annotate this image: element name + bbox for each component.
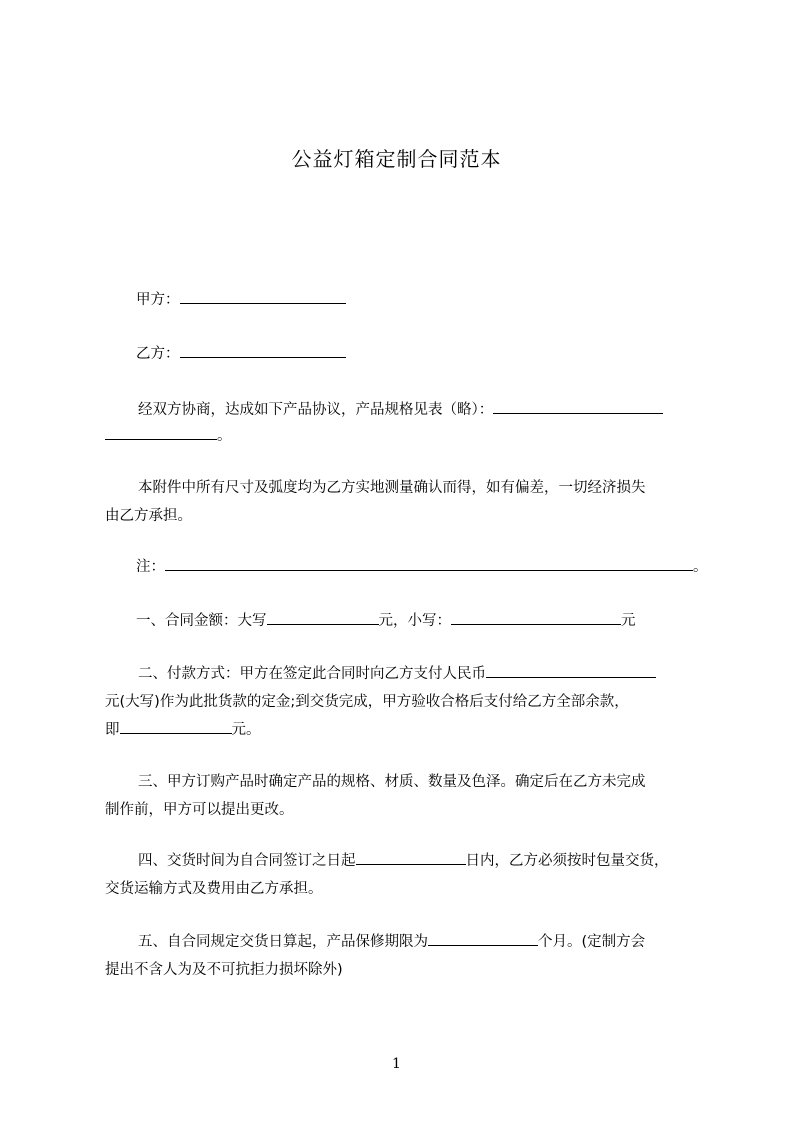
party-b-blank <box>180 342 346 358</box>
note-blank <box>165 555 693 571</box>
note-label: 注： <box>136 559 165 575</box>
clause-5-line-1a: 五、自合同规定交货日算起，产品保修期限为 <box>138 934 428 950</box>
note-end: 。 <box>693 559 708 575</box>
spec-blank-cont <box>105 424 217 440</box>
deposit-blank <box>486 662 656 678</box>
clause-2-line-3b: 元。 <box>231 722 261 738</box>
paragraph-2-line-1: 本附件中所有尺寸及弧度均为乙方实地测量确认而得，如有偏差，一切经济损失 <box>138 480 646 496</box>
note-line <box>136 553 734 581</box>
clause-3-line-1: 三、甲方订购产品时确定产品的规格、材质、数量及色泽。确定后在乙方未完成 <box>138 774 646 790</box>
clause-5-line-1 <box>138 928 736 956</box>
clause-1-text-2: 元，小写： <box>378 613 451 629</box>
party-a-line <box>136 286 734 314</box>
paragraph-1-end: 。 <box>217 428 232 444</box>
clause-5-line-1b: 个月。(定制方会 <box>538 934 646 950</box>
paragraph-1-line-1 <box>138 396 736 424</box>
amount-upper-blank <box>267 609 379 625</box>
clause-1-text-3: 元 <box>621 613 636 629</box>
clause-1-text-1: 一、合同金额：大写 <box>136 613 267 629</box>
party-a-blank <box>180 288 346 304</box>
clause-5-line-2: 提出不含人为及不可抗拒力损坏除外) <box>105 962 343 978</box>
clause-4-line-2: 交货运输方式及费用由乙方承担。 <box>105 881 323 897</box>
clause-4-line-1a: 四、交货时间为自合同签订之日起 <box>138 853 356 869</box>
clause-1 <box>136 607 734 635</box>
clause-4-line-1 <box>138 847 736 875</box>
balance-blank <box>120 718 232 734</box>
clause-3-line-2: 制作前，甲方可以提出更改。 <box>105 802 294 818</box>
document-title: 公益灯箱定制合同范本 <box>291 147 502 171</box>
party-a-label: 甲方： <box>136 292 180 308</box>
clause-4-line-1b: 日内，乙方必须按时包量交货， <box>465 853 669 869</box>
clause-2-line-3a: 即 <box>105 722 120 738</box>
party-b-line <box>136 340 734 368</box>
paragraph-1-line-2 <box>105 422 703 450</box>
warranty-months-blank <box>428 930 538 946</box>
clause-2-line-2: 元(大写)作为此批货款的定金;到交货完成，甲方验收合格后支付给乙方全部余款， <box>105 694 629 710</box>
party-b-label: 乙方： <box>136 346 180 362</box>
delivery-days-blank <box>356 849 466 865</box>
clause-2-line-3 <box>105 716 703 744</box>
amount-lower-blank <box>451 609 621 625</box>
paragraph-2-line-2: 由乙方承担。 <box>105 508 192 524</box>
page-number: 1 <box>392 1056 401 1072</box>
spec-blank <box>493 398 663 414</box>
clause-2-line-1 <box>138 660 736 688</box>
clause-2-line-1-text: 二、付款方式：甲方在签定此合同时向乙方支付人民币 <box>138 666 486 682</box>
paragraph-1-text: 经双方协商，达成如下产品协议，产品规格见表（略）： <box>138 402 494 418</box>
